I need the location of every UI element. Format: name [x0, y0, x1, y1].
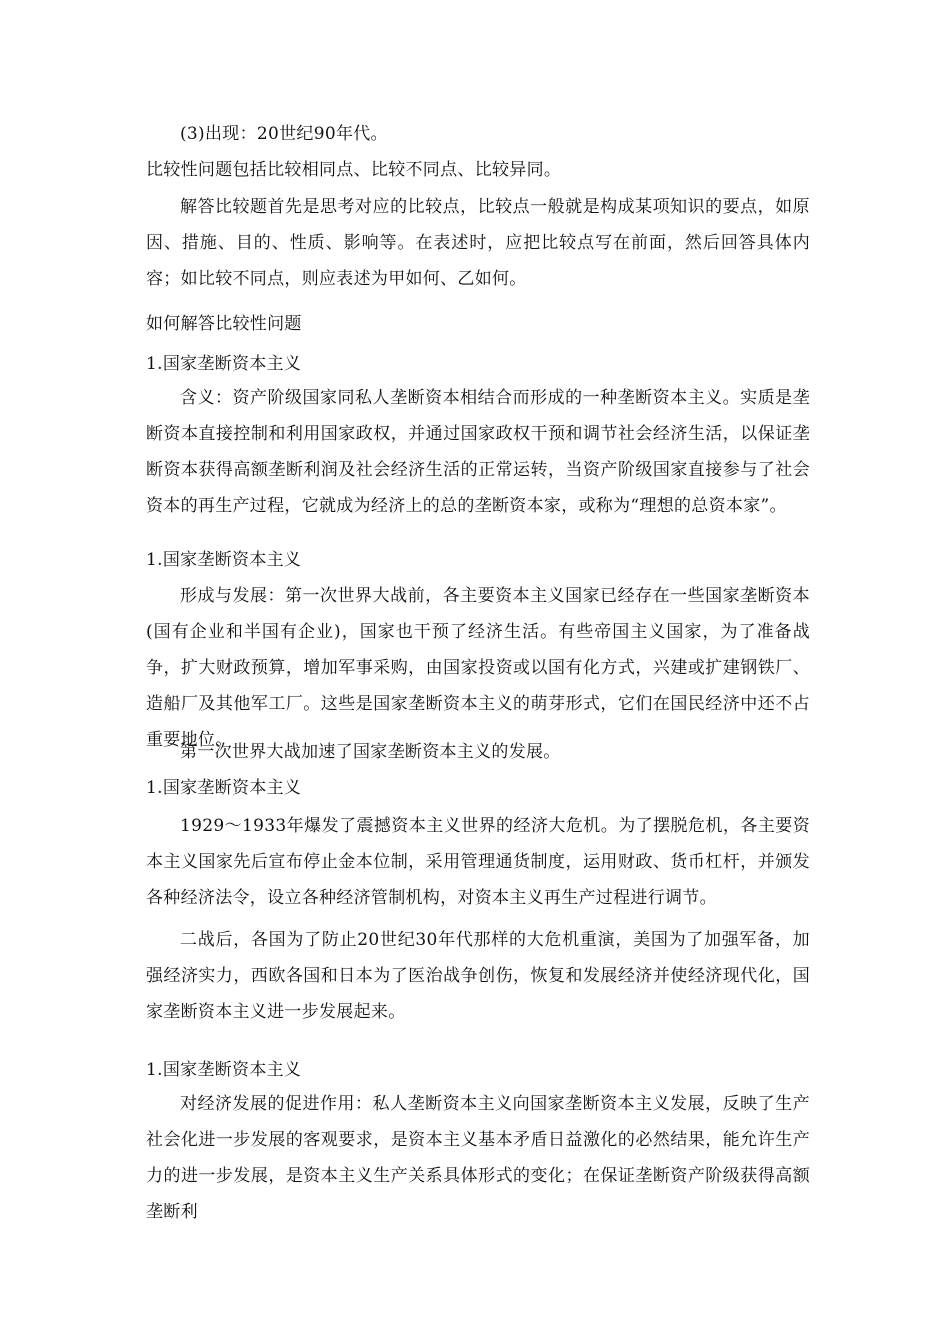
section-heading-state-monopoly-2: 1.国家垄断资本主义 — [146, 550, 302, 570]
paragraph-formation-development: 形成与发展：第一次世界大战前，各主要资本主义国家已经存在一些国家垄断资本(国有企业和半国有企业)，国家也干预了经济生活。有些帝国主义国家，为了准备战争，扩大财政预算，增加军事采购，由国家投资或以国有化方式，兴建或扩建钢铁厂、造船厂及其他军工厂。这些是国家垄断资本主义的萌芽形式，它们在国民经济中还不占重要地位。 — [146, 586, 810, 750]
paragraph-economic-promotion: 对经济发展的促进作用：私人垄断资本主义向国家垄断资本主义发展，反映了生产社会化进一步发展的客观要求，是资本主义基本矛盾日益激化的必然结果，能允许生产力的进一步发展，是资本主义生产关系具体形式的变化；在保证垄断资产阶级获得高额垄断利 — [146, 1094, 810, 1222]
section-heading-state-monopoly-4: 1.国家垄断资本主义 — [146, 1060, 302, 1080]
section-heading-state-monopoly-3: 1.国家垄断资本主义 — [146, 778, 302, 798]
paragraph-post-war: 二战后，各国为了防止20世纪30年代那样的大危机重演，美国为了加强军备，加强经济实力，西欧各国和日本为了医治战争创伤，恢复和发展经济并使经济现代化，国家垄断资本主义进一步发展起来。 — [146, 930, 810, 1022]
paragraph-comparison-method: 解答比较题首先是思考对应的比较点，比较点一般就是构成某项知识的要点，如原因、措施、目的、性质、影响等。在表述时，应把比较点写在前面，然后回答具体内容；如比较不同点，则应表述为甲如何、乙如何。 — [146, 197, 810, 289]
paragraph-comparison-types: 比较性问题包括比较相同点、比较不同点、比较异同。 — [146, 160, 562, 180]
paragraph-wwi-acceleration: 第一次世界大战加速了国家垄断资本主义的发展。 — [180, 742, 561, 762]
paragraph-great-depression: 1929～1933年爆发了震撼资本主义世界的经济大危机。为了摆脱危机，各主要资本主义国家先后宣布停止金本位制，采用管理通货制度，运用财政、货币杠杆，并颁发各种经济法令，设立各种经济管制机构，对资本主义再生产过程进行调节。 — [146, 816, 810, 908]
section-heading-state-monopoly-1: 1.国家垄断资本主义 — [146, 354, 302, 374]
section-heading-how-to-answer: 如何解答比较性问题 — [146, 314, 302, 334]
paragraph-definition: 含义：资产阶级国家同私人垄断资本相结合而形成的一种垄断资本主义。实质是垄断资本直接控制和利用国家政权，并通过国家政权干预和调节社会经济生活，以保证垄断资本获得高额垄断利润及社会经济生活的正常运转，当资产阶级国家直接参与了社会资本的再生产过程，它就成为经济上的总的垄断资本家，或称为“理想的总资本家”。 — [146, 388, 810, 516]
paragraph-origin-date: (3)出现：20世纪90年代。 — [180, 124, 388, 144]
